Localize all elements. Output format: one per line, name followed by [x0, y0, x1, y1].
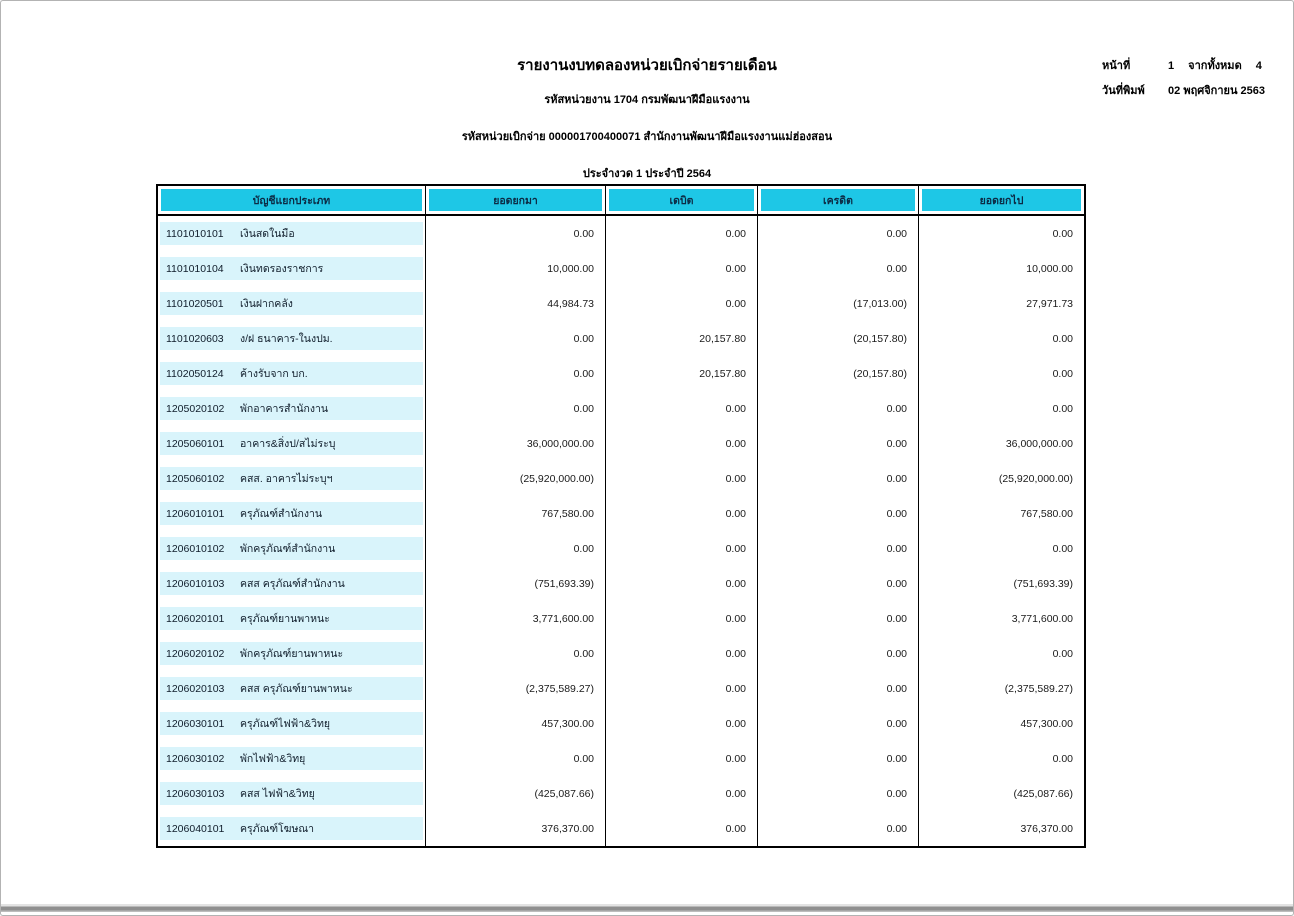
- account-name: เงินฝากคลัง: [240, 298, 293, 310]
- account-band: [160, 572, 423, 595]
- carry-forward-value: 10,000.00: [1026, 262, 1073, 275]
- account-cell: [158, 461, 426, 496]
- balance-forward-value: 457,300.00: [426, 706, 606, 741]
- account-cell: [158, 741, 426, 776]
- credit-value: 0.00: [758, 706, 919, 741]
- account-band: [160, 502, 423, 525]
- account-band: [160, 642, 423, 665]
- account-band: [160, 257, 423, 280]
- balance-forward-value: 0.00: [426, 636, 606, 671]
- account-band: [160, 817, 423, 840]
- account-name: ครุภัณฑ์สำนักงาน: [240, 508, 323, 520]
- credit-value: (20,157.80): [758, 321, 919, 356]
- debit-value: 0.00: [606, 251, 758, 286]
- debit-value: 0.00: [606, 601, 758, 636]
- account-name: พักไฟฟ้า&วิทยุ: [240, 753, 306, 765]
- trial-balance-table: [156, 184, 1086, 848]
- table-row: [158, 706, 1084, 741]
- balance-forward-value: 767,580.00: [426, 496, 606, 531]
- carry-forward-value: 376,370.00: [1020, 822, 1073, 835]
- account-cell: [158, 496, 426, 531]
- debit-value: 0.00: [606, 671, 758, 706]
- account-band: [160, 747, 423, 770]
- carry-forward-value: 0.00: [1052, 647, 1073, 660]
- table-row: [158, 216, 1084, 251]
- credit-value: 0.00: [758, 601, 919, 636]
- table-row: [158, 811, 1084, 846]
- credit-value: 0.00: [758, 496, 919, 531]
- debit-value: 0.00: [606, 391, 758, 426]
- account-code: 1206010101: [166, 507, 225, 520]
- account-name: พักครุภัณฑ์ยานพาหนะ: [240, 648, 344, 660]
- carry-forward-value: 0.00: [1052, 402, 1073, 415]
- header-label-credit: เครดิต: [761, 189, 915, 211]
- header-label-balance-forward: ยอดยกมา: [429, 189, 602, 211]
- report-header: [1, 53, 1293, 182]
- table-row: [158, 391, 1084, 426]
- header-cell-debit: [606, 186, 758, 214]
- print-date: 02 พฤศจิกายน 2563: [1168, 85, 1265, 97]
- table-row: [158, 741, 1084, 776]
- balance-forward-value: (751,693.39): [426, 566, 606, 601]
- credit-value: 0.00: [758, 461, 919, 496]
- table-row: [158, 321, 1084, 356]
- credit-value: 0.00: [758, 811, 919, 846]
- account-band: [160, 292, 423, 315]
- account-name: เงินทดรองราชการ: [240, 263, 324, 275]
- account-code: 1205060102: [166, 472, 225, 485]
- table-row: [158, 496, 1084, 531]
- balance-forward-value: 36,000,000.00: [426, 426, 606, 461]
- agency-line: รหัสหน่วยงาน 1704 กรมพัฒนาฝีมือแรงงาน: [544, 94, 750, 106]
- debit-value: 0.00: [606, 531, 758, 566]
- account-band: [160, 677, 423, 700]
- page-number: 1: [1168, 60, 1175, 72]
- account-name: คสส ไฟฟ้า&วิทยุ: [240, 788, 315, 800]
- account-cell: [158, 251, 426, 286]
- balance-forward-value: (2,375,589.27): [426, 671, 606, 706]
- balance-forward-value: 0.00: [426, 391, 606, 426]
- header-label-debit: เดบิต: [609, 189, 754, 211]
- debit-value: 0.00: [606, 461, 758, 496]
- balance-forward-value: 44,984.73: [426, 286, 606, 321]
- table-row: [158, 601, 1084, 636]
- account-code: 1205060101: [166, 437, 225, 450]
- debit-value: 0.00: [606, 776, 758, 811]
- account-cell: [158, 776, 426, 811]
- account-cell: [158, 601, 426, 636]
- account-code: 1101010101: [166, 227, 224, 240]
- table-row: [158, 426, 1084, 461]
- account-name: เงินสดในมือ: [240, 228, 295, 240]
- carry-forward-value: 767,580.00: [1020, 507, 1073, 520]
- account-name: คสส. อาคารไม่ระบุฯ: [240, 473, 333, 485]
- account-cell: [158, 671, 426, 706]
- table-row: [158, 636, 1084, 671]
- table-header-row: [158, 186, 1084, 216]
- credit-value: 0.00: [758, 741, 919, 776]
- table-body: [158, 216, 1084, 846]
- credit-value: 0.00: [758, 426, 919, 461]
- carry-forward-value: (425,087.66): [1013, 787, 1073, 800]
- credit-value: (17,013.00): [758, 286, 919, 321]
- account-code: 1206010102: [166, 542, 225, 555]
- header-cell-account: [158, 186, 426, 214]
- account-cell: [158, 426, 426, 461]
- carry-forward-value: 0.00: [1052, 227, 1073, 240]
- credit-value: 0.00: [758, 391, 919, 426]
- header-label-account: บัญชีแยกประเภท: [161, 189, 422, 211]
- debit-value: 0.00: [606, 496, 758, 531]
- table-row: [158, 251, 1084, 286]
- balance-forward-value: (25,920,000.00): [426, 461, 606, 496]
- credit-value: 0.00: [758, 776, 919, 811]
- header-cell-credit: [758, 186, 919, 214]
- account-code: 1102050124: [166, 367, 224, 380]
- carry-forward-value: 0.00: [1052, 542, 1073, 555]
- debit-value: 20,157.80: [606, 321, 758, 356]
- debit-value: 0.00: [606, 706, 758, 741]
- account-code: 1206030102: [166, 752, 225, 765]
- table-row: [158, 776, 1084, 811]
- account-code: 1206020101: [166, 612, 225, 625]
- account-cell: [158, 636, 426, 671]
- header-cell-balance-forward: [426, 186, 606, 214]
- balance-forward-value: 0.00: [426, 531, 606, 566]
- account-name: คสส ครุภัณฑ์สำนักงาน: [240, 578, 345, 590]
- account-code: 1101020603: [166, 332, 224, 345]
- account-code: 1206030101: [166, 717, 225, 730]
- carry-forward-value: (25,920,000.00): [998, 472, 1073, 485]
- account-band: [160, 397, 423, 420]
- account-band: [160, 432, 423, 455]
- table-row: [158, 461, 1084, 496]
- balance-forward-value: 3,771,600.00: [426, 601, 606, 636]
- table-row: [158, 356, 1084, 391]
- table-row: [158, 566, 1084, 601]
- account-cell: [158, 531, 426, 566]
- report-title: รายงานงบทดลองหน่วยเบิกจ่ายรายเดือน: [517, 57, 777, 74]
- account-band: [160, 712, 423, 735]
- carry-forward-value: 27,971.73: [1026, 297, 1073, 310]
- window-bottom-edge: [1, 904, 1293, 912]
- print-date-label: วันที่พิมพ์: [1102, 85, 1145, 97]
- credit-value: 0.00: [758, 566, 919, 601]
- header-label-carry-forward: ยอดยกไป: [922, 189, 1081, 211]
- account-code: 1206020103: [166, 682, 225, 695]
- period-line: ประจำงวด 1 ประจำปี 2564: [582, 168, 712, 180]
- account-band: [160, 362, 423, 385]
- debit-value: 20,157.80: [606, 356, 758, 391]
- carry-forward-value: (2,375,589.27): [1004, 682, 1073, 695]
- balance-forward-value: 0.00: [426, 216, 606, 251]
- credit-value: (20,157.80): [758, 356, 919, 391]
- carry-forward-value: 0.00: [1052, 332, 1073, 345]
- debit-value: 0.00: [606, 741, 758, 776]
- total-pages: 4: [1255, 60, 1262, 72]
- account-cell: [158, 391, 426, 426]
- account-band: [160, 327, 423, 350]
- balance-forward-value: 10,000.00: [426, 251, 606, 286]
- credit-value: 0.00: [758, 251, 919, 286]
- account-band: [160, 222, 423, 245]
- balance-forward-value: 0.00: [426, 356, 606, 391]
- account-cell: [158, 321, 426, 356]
- disbursing-unit-line: รหัสหน่วยเบิกจ่าย 000001700400071 สำนักงานพัฒนาฝีมือแรงงานแม่ฮ่องสอน: [461, 131, 833, 143]
- account-band: [160, 782, 423, 805]
- account-name: ครุภัณฑ์ไฟฟ้า&วิทยุ: [240, 718, 331, 730]
- account-cell: [158, 566, 426, 601]
- debit-value: 0.00: [606, 636, 758, 671]
- account-code: 1205020102: [166, 402, 225, 415]
- account-code: 1101010104: [166, 262, 224, 275]
- debit-value: 0.00: [606, 216, 758, 251]
- credit-value: 0.00: [758, 216, 919, 251]
- account-cell: [158, 706, 426, 741]
- header-cell-carry-forward: [919, 186, 1084, 214]
- carry-forward-value: 0.00: [1052, 752, 1073, 765]
- carry-forward-value: 3,771,600.00: [1011, 612, 1073, 625]
- account-name: พักอาคารสำนักงาน: [240, 403, 329, 415]
- account-name: ครุภัณฑ์ยานพาหนะ: [240, 613, 330, 625]
- page-label: หน้าที่: [1102, 60, 1131, 72]
- account-name: ง/ฝ ธนาคาร-ในงปม.: [240, 333, 333, 345]
- table-row: [158, 286, 1084, 321]
- account-name: ค้างรับจาก บก.: [240, 368, 308, 380]
- debit-value: 0.00: [606, 426, 758, 461]
- account-name: พักครุภัณฑ์สำนักงาน: [240, 543, 336, 555]
- account-code: 1101020501: [166, 297, 224, 310]
- debit-value: 0.00: [606, 286, 758, 321]
- account-cell: [158, 356, 426, 391]
- account-code: 1206030103: [166, 787, 225, 800]
- account-cell: [158, 216, 426, 251]
- credit-value: 0.00: [758, 636, 919, 671]
- account-code: 1206010103: [166, 577, 225, 590]
- total-pages-label: จากทั้งหมด: [1188, 60, 1242, 72]
- account-name: ครุภัณฑ์โฆษณา: [240, 823, 315, 835]
- account-code: 1206020102: [166, 647, 225, 660]
- credit-value: 0.00: [758, 671, 919, 706]
- balance-forward-value: (425,087.66): [426, 776, 606, 811]
- carry-forward-value: (751,693.39): [1013, 577, 1073, 590]
- table-row: [158, 531, 1084, 566]
- account-cell: [158, 811, 426, 846]
- debit-value: 0.00: [606, 566, 758, 601]
- carry-forward-value: 0.00: [1052, 367, 1073, 380]
- credit-value: 0.00: [758, 531, 919, 566]
- account-band: [160, 467, 423, 490]
- balance-forward-value: 0.00: [426, 321, 606, 356]
- balance-forward-value: 376,370.00: [426, 811, 606, 846]
- carry-forward-value: 36,000,000.00: [1005, 437, 1073, 450]
- balance-forward-value: 0.00: [426, 741, 606, 776]
- account-name: คสส ครุภัณฑ์ยานพาหนะ: [240, 683, 353, 695]
- account-code: 1206040101: [166, 822, 225, 835]
- account-cell: [158, 286, 426, 321]
- table-row: [158, 671, 1084, 706]
- account-name: อาคาร&สิ่งป/สไม่ระบุ: [240, 438, 336, 450]
- carry-forward-value: 457,300.00: [1020, 717, 1073, 730]
- account-band: [160, 537, 423, 560]
- debit-value: 0.00: [606, 811, 758, 846]
- account-band: [160, 607, 423, 630]
